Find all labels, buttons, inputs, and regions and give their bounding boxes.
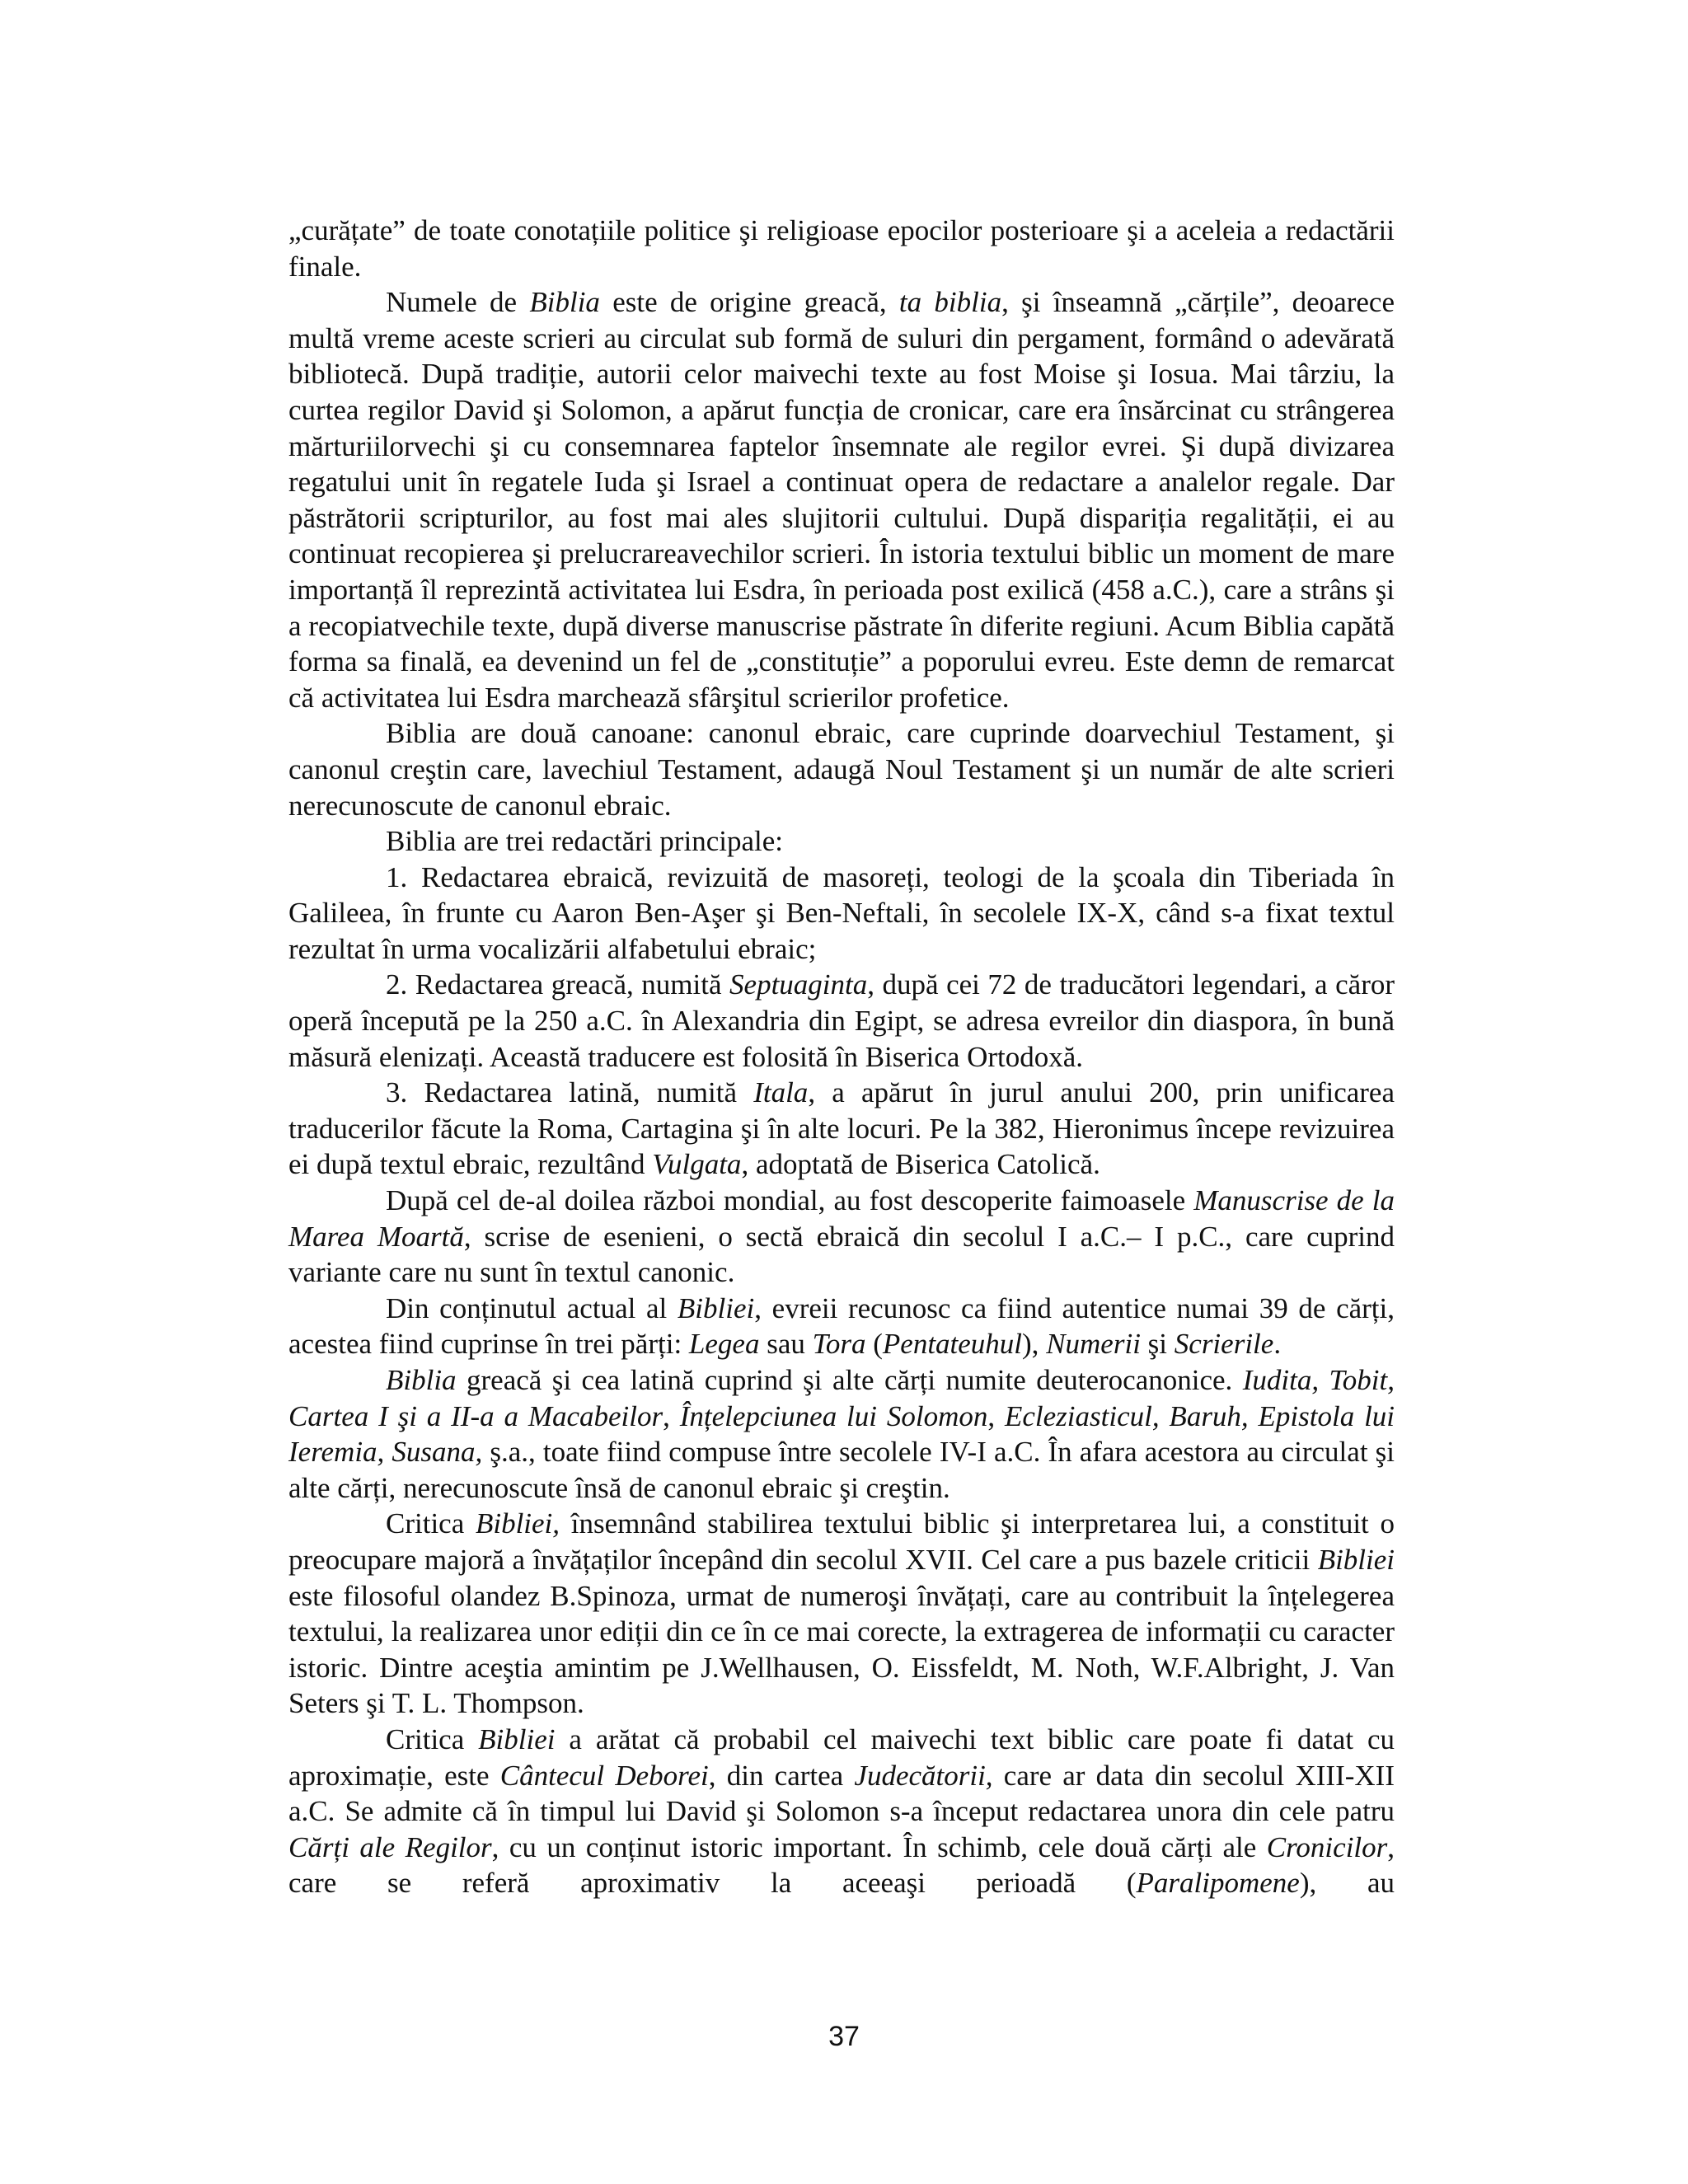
- text-run: Biblia are trei redactări principale:: [386, 825, 783, 858]
- paragraph: [288, 1183, 1395, 1291]
- paragraph: [288, 860, 1395, 968]
- text-run: După cel de-al doilea război mondial, au fost descoperite faimoasele: [386, 1184, 1194, 1217]
- paragraph: [288, 213, 1395, 284]
- text-run: , a apărut în jurul anului 200, prin unificarea traducerilor făcute la Roma, Cartagina şi în alte locuri. Pe la 382, Hieronimus începe revizuirea ei după textul ebraic, rezultând: [288, 1076, 1395, 1181]
- italic-text: Judecătorii,: [854, 1759, 993, 1792]
- text-run: ,: [663, 1399, 680, 1432]
- text-run: 1. Redactarea ebraică, revizuită de masoreți, teologi de la şcoala din Tiberiada în Galileea, în frunte cu Aaron Ben-Aşer şi Ben-Neftali, în secolele IX-X, când s-a fixat textul rezultat în urma vocalizării alfabetului ebraic;: [288, 860, 1395, 965]
- text-run: Critica: [386, 1722, 479, 1755]
- text-run: (: [865, 1328, 883, 1361]
- body-text: [288, 213, 1395, 1901]
- italic-text: Scrierile: [1174, 1328, 1274, 1361]
- text-run: şi: [1140, 1328, 1175, 1361]
- italic-text: Ecleziasticul, Baruh, Epistola lui Ieremia, Susana,: [288, 1399, 1395, 1469]
- text-run: , care se referă aproximativ la aceeaşi perioadă (: [288, 1830, 1395, 1900]
- text-run: , şi înseamnă „cărțile”, deoarece multă vreme aceste scrieri au circulat sub formă de suluri din pergament, formând o adevărată bibliotecă. După tradiție, autorii celor maivechi texte au fost Moise şi Iosua. Mai târziu, la curtea regilor David şi Solomon, a apărut funcția de cronicar, care era însărcinat cu strângerea mărturiilorvechi şi cu consemnarea faptelor însemnate ale regilor evrei. Şi după divizarea regatului unit în regatele Iuda şi Israel a continuat opera de redactare a analelor regale. Dar păstrătorii scripturilor, au fost mai ales slujitorii cultului. După dispariția regalității, ei au continuat recopierea şi prelucrareavechilor scrieri. În istoria textului biblic un moment de mare importanță îl reprezintă activitatea lui Esdra, în perioada post exilică (458 a.C.), care a strâns şi a recopiatvechile texte, după diverse manuscrise păstrate în diferite regiuni. Acum Biblia capătă forma sa finală, ea devenind un fel de „constituție” a poporului evreu. Este demn de remarcat că activitatea lui Esdra marchează sfârşitul scrierilor profetice.: [288, 286, 1395, 714]
- italic-text: Numerii: [1046, 1328, 1141, 1361]
- paragraph: [288, 1506, 1395, 1722]
- text-run: ),: [1022, 1328, 1047, 1361]
- italic-text: Bibliei: [1317, 1543, 1395, 1576]
- text-run: , după cei 72 de traducători legendari, a căror operă începută pe la 250 a.C. în Alexandria din Egipt, se adresa evreilor din diaspora, în bună măsură elenizați. Această traducere est folosită în Biserica Ortodoxă.: [288, 968, 1395, 1073]
- paragraph: [288, 1362, 1395, 1506]
- text-run: „curățate” de toate conotațiile politice şi religioase epocilor posterioare şi a aceleia a redactării finale.: [288, 214, 1395, 283]
- text-run: .: [1273, 1328, 1282, 1361]
- italic-text: Paralipomene: [1136, 1867, 1300, 1900]
- paragraph: [288, 1722, 1395, 1901]
- text-run: este filosoful olandez B.Spinoza, urmat de numeroşi învățați, care au contribuit la înțelegerea textului, la realizarea unor ediții din ce în ce mai corecte, la extragerea de informații cu caracter istoric. Dintre aceştia amintim pe J.Wellhausen, O. Eissfeldt, M. Noth, W.F.Albright, J. Van Seters şi T. L. Thompson.: [288, 1579, 1395, 1720]
- italic-text: Înțelepciunea lui Solomon: [679, 1399, 988, 1432]
- text-run: greacă şi cea latină cuprind şi alte cărți numite deuterocanonice.: [456, 1364, 1243, 1396]
- italic-text: Biblia: [529, 286, 600, 319]
- italic-text: Manuscrise de la Marea Moartă: [288, 1184, 1395, 1253]
- text-run: , cu un conținut istoric important. În schimb, cele două cărți ale: [491, 1830, 1267, 1863]
- italic-text: Tora: [812, 1328, 866, 1361]
- italic-text: Septuaginta: [729, 968, 868, 1001]
- italic-text: Pentateuhul: [882, 1328, 1023, 1361]
- text-run: 3. Redactarea latină, numită: [386, 1076, 754, 1109]
- text-run: însemnând stabilirea textului biblic şi interpretarea lui, a constituit o preocupare majoră a învățaților începând din secolul XVII. Cel care a pus bazele criticii: [288, 1507, 1395, 1576]
- italic-text: Cărți ale Regilor: [288, 1830, 492, 1863]
- italic-text: Cântecul Deborei: [499, 1759, 709, 1792]
- italic-text: Bibliei: [478, 1722, 556, 1755]
- italic-text: Vulgata: [652, 1148, 742, 1181]
- italic-text: Bibliei,: [475, 1507, 560, 1540]
- italic-text: Itala: [753, 1076, 809, 1109]
- text-run: , adoptată de Biserica Catolică.: [741, 1148, 1100, 1181]
- text-run: Numele de: [386, 286, 530, 319]
- paragraph: [288, 823, 1395, 860]
- italic-text: Bibliei: [677, 1291, 755, 1324]
- italic-text: Biblia: [386, 1364, 457, 1396]
- italic-text: Legea: [688, 1328, 760, 1361]
- text-run: ,: [987, 1399, 1005, 1432]
- italic-text: ta biblia: [898, 286, 1002, 319]
- paragraph: [288, 284, 1395, 715]
- paragraph: [288, 967, 1395, 1075]
- text-run: Critica: [386, 1507, 476, 1540]
- paragraph: [288, 715, 1395, 823]
- text-run: a arătat că probabil cel maivechi text biblic care poate fi datat cu aproximație, este: [288, 1722, 1395, 1792]
- text-run: , din cartea: [708, 1759, 855, 1792]
- text-run: este de origine greacă,: [599, 286, 899, 319]
- paragraph: [288, 1291, 1395, 1362]
- text-run: , scrise de esenieni, o sectă ebraică din secolul I a.C.– I p.C., care cuprind variante care nu sunt în textul canonic.: [288, 1220, 1395, 1289]
- page-number: 37: [828, 2021, 860, 2052]
- italic-text: Cronicilor: [1266, 1830, 1388, 1863]
- paragraph: [288, 1075, 1395, 1183]
- text-run: ş.a., toate fiind compuse între secolele IV-I a.C. În afara acestora au circulat şi alte cărți, nerecunoscute însă de canonul ebraic şi creştin.: [288, 1436, 1395, 1504]
- text-run: 2. Redactarea greacă, numită: [386, 968, 730, 1001]
- text-run: Biblia are două canoane: canonul ebraic, care cuprinde doarvechiul Testament, şi canonul creştin care, lavechiul Testament, adaugă Noul Testament şi un număr de alte scrieri nerecunoscute de canonul ebraic.: [288, 717, 1395, 822]
- italic-text: Iudita, Tobit, Cartea I şi a II-a a Macabeilor: [288, 1364, 1395, 1432]
- text-run: Din conținutul actual al: [386, 1291, 678, 1324]
- text-run: , evreii recunosc ca fiind autentice numai 39 de cărți, acestea fiind cuprinse în trei părți:: [288, 1291, 1395, 1361]
- text-run: sau: [759, 1328, 813, 1361]
- text-run: care ar data din secolul XIII-XII a.C. Se admite că în timpul lui David şi Solomon s-a început redactarea unora din cele patru: [288, 1759, 1395, 1828]
- text-run: ), au: [1299, 1867, 1395, 1900]
